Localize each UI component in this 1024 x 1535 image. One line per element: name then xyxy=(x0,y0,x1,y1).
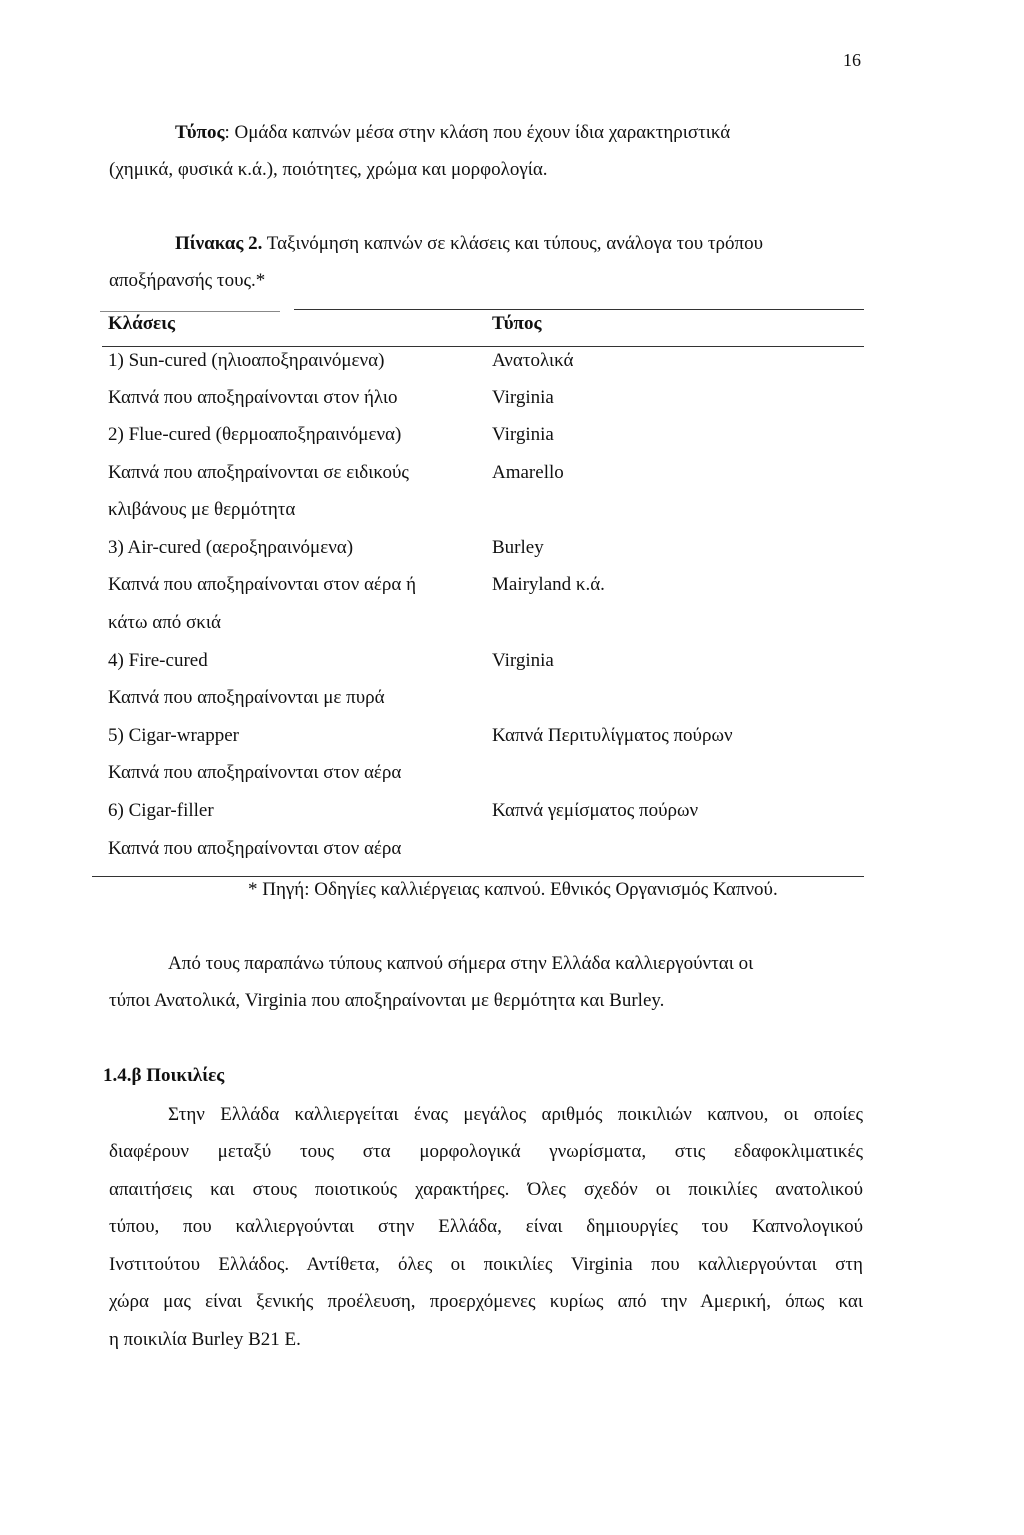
paragraph-2-line: χώρα μας είναι ξενικής προέλευση, προερχόμενες κυρίως από την Αμερική, όπως και xyxy=(109,1291,863,1312)
page-number: 16 xyxy=(843,50,861,70)
table-cell-type: Virginia xyxy=(492,650,554,671)
table-cell-type: Ανατολικά xyxy=(492,350,574,371)
table-top-rule-left xyxy=(100,311,280,312)
table-cell-type: Mairyland κ.ά. xyxy=(492,574,605,595)
table-header-type: Τύπος xyxy=(492,313,542,334)
table-caption-label: Πίνακας 2. xyxy=(175,233,263,254)
table-caption-text: Ταξινόμηση καπνών σε κλάσεις και τύπους, ανάλογα του τρόπου xyxy=(262,233,763,254)
table-cell-class: 1) Sun-cured (ηλιοαποξηραινόμενα) xyxy=(108,350,385,371)
table-cell-class: Καπνά που αποξηραίνονται στον αέρα xyxy=(108,838,402,859)
table-cell-type: Virginia xyxy=(492,424,554,445)
paragraph-2-line: απαιτήσεις και στους ποιοτικούς χαρακτήρες. Όλες σχεδόν οι ποικιλίες ανατολικού xyxy=(109,1179,863,1200)
paragraph-2-line: Στην Ελλάδα καλλιεργείται ένας μεγάλος αριθμός ποικιλιών καπνου, οι οποίες xyxy=(168,1104,863,1125)
paragraph-2-line: Ινστιτούτου Ελλάδος. Αντίθετα, όλες οι ποικιλίες Virginia που καλλιεργούνται στη xyxy=(109,1254,863,1275)
paragraph-2-line: διαφέρουν μεταξύ τους στα μορφολογικά γνωρίσματα, στις εδαφοκλιματικές xyxy=(109,1141,863,1162)
table-cell-type: Virginia xyxy=(492,387,554,408)
paragraph-1-line-2: τύποι Ανατολικά, Virginia που αποξηραίνονται με θερμότητα και Burley. xyxy=(109,990,665,1011)
table-cell-class: Καπνά που αποξηραίνονται σε ειδικούς xyxy=(108,462,409,483)
table-cell-type: Καπνά Περιτυλίγματος πούρων xyxy=(492,725,733,746)
table-header-rule xyxy=(102,346,864,347)
definition-line-2: (χημικά, φυσικά κ.ά.), ποιότητες, χρώμα και μορφολογία. xyxy=(109,159,548,180)
table-caption-line-1 xyxy=(175,234,763,253)
table-cell-class: κάτω από σκιά xyxy=(108,612,221,633)
table-cell-class: κλιβάνους με θερμότητα xyxy=(108,499,296,520)
table-cell-class: Καπνά που αποξηραίνονται στον ήλιο xyxy=(108,387,398,408)
table-cell-class: 4) Fire-cured xyxy=(108,650,208,671)
definition-term: Τύπος xyxy=(175,122,225,143)
paragraph-2-line: τύπου, που καλλιεργούνται στην Ελλάδα, είναι δημιουργίες του Καπνολογικού xyxy=(109,1216,863,1237)
table-header-classes: Κλάσεις xyxy=(108,313,176,334)
table-cell-type: Amarello xyxy=(492,462,564,483)
table-bottom-rule xyxy=(92,876,864,877)
paragraph-2-line: η ποικιλία Burley B21 E. xyxy=(109,1329,301,1350)
table-cell-class: Καπνά που αποξηραίνονται στον αέρα xyxy=(108,762,402,783)
table-cell-class: Καπνά που αποξηραίνονται με πυρά xyxy=(108,687,385,708)
table-cell-class: 5) Cigar-wrapper xyxy=(108,725,239,746)
table-cell-type: Burley xyxy=(492,537,544,558)
table-cell-class: Καπνά που αποξηραίνονται στον αέρα ή xyxy=(108,574,417,595)
table-source-note: * Πηγή: Οδηγίες καλλιέργειας καπνού. Εθνικός Οργανισμός Καπνού. xyxy=(248,879,778,900)
paragraph-1-line-1: Από τους παραπάνω τύπους καπνού σήμερα στην Ελλάδα καλλιεργούνται οι xyxy=(168,953,754,974)
table-cell-class: 6) Cigar-filler xyxy=(108,800,214,821)
table-caption-line-2: αποξήρανσής τους.* xyxy=(109,270,266,291)
section-heading: 1.4.β Ποικιλίες xyxy=(103,1065,225,1086)
table-cell-class: 2) Flue-cured (θερμοαποξηραινόμενα) xyxy=(108,424,402,445)
table-cell-class: 3) Air-cured (αεροξηραινόμενα) xyxy=(108,537,354,558)
definition-line-1 xyxy=(175,123,730,142)
table-top-rule xyxy=(294,309,864,310)
table-cell-type: Καπνά γεμίσματος πούρων xyxy=(492,800,699,821)
definition-text: : Ομάδα καπνών μέσα στην κλάση που έχουν ίδια χαρακτηριστικά xyxy=(224,122,731,143)
